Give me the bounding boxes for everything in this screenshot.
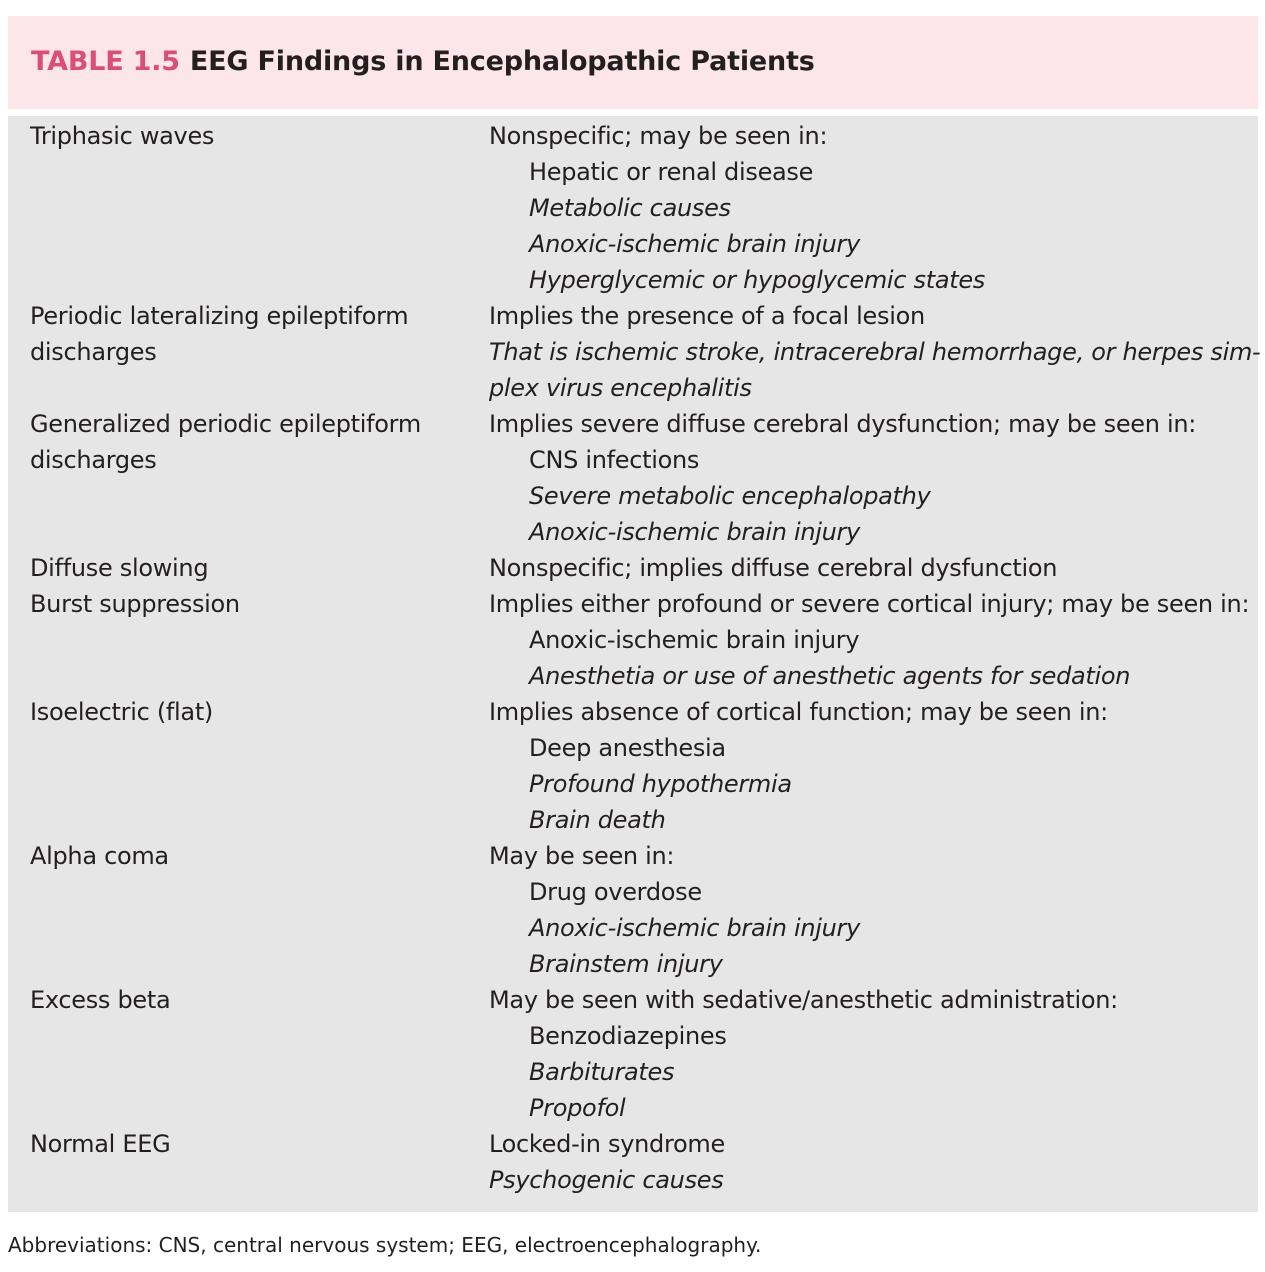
finding-cell: Periodic lateralizing epileptiform xyxy=(30,302,409,330)
cause-item: Metabolic causes xyxy=(529,194,731,222)
finding-cell: discharges xyxy=(30,338,157,366)
cause-item: Anesthetia or use of anesthetic agents for sedation xyxy=(529,662,1131,690)
finding-cell: Diffuse slowing xyxy=(30,554,209,582)
description-line: Psychogenic causes xyxy=(489,1166,724,1194)
cause-item: Deep anesthesia xyxy=(529,734,726,762)
cause-item: Anoxic-ischemic brain injury xyxy=(529,230,860,258)
finding-cell: Burst suppression xyxy=(30,590,240,618)
cause-item: Anoxic-ischemic brain injury xyxy=(529,914,860,942)
description-line: Implies severe diffuse cerebral dysfunction; may be seen in: xyxy=(489,410,1197,438)
cause-item: Brain death xyxy=(529,806,666,834)
table-title xyxy=(31,46,815,77)
cause-item: Hepatic or renal disease xyxy=(529,158,814,186)
table-body xyxy=(8,116,1261,1212)
description-line: Implies either profound or severe cortical injury; may be seen in: xyxy=(489,590,1250,618)
table-footnote: Abbreviations: CNS, central nervous system; EEG, electroencephalography. xyxy=(8,1233,762,1257)
cause-item: CNS infections xyxy=(529,446,700,474)
description-line: Implies absence of cortical function; may be seen in: xyxy=(489,698,1108,726)
description-line: Nonspecific; implies diffuse cerebral dysfunction xyxy=(489,554,1058,582)
cause-item: Hyperglycemic or hypoglycemic states xyxy=(529,266,986,294)
cause-item: Propofol xyxy=(529,1094,626,1122)
description-line: That is ischemic stroke, intracerebral hemorrhage, or herpes sim- xyxy=(489,338,1261,366)
description-line: May be seen in: xyxy=(489,842,675,870)
description-line: plex virus encephalitis xyxy=(489,374,752,402)
finding-cell: Isoelectric (flat) xyxy=(30,698,213,726)
cause-item: Brainstem injury xyxy=(529,950,723,978)
cause-item: Anoxic-ischemic brain injury xyxy=(529,626,860,654)
finding-cell: Triphasic waves xyxy=(30,122,215,150)
table-header xyxy=(8,16,1258,109)
cause-item: Profound hypothermia xyxy=(529,770,792,798)
cause-item: Severe metabolic encephalopathy xyxy=(529,482,931,510)
table-title-text: EEG Findings in Encephalopathic Patients xyxy=(189,46,815,77)
cause-item: Anoxic-ischemic brain injury xyxy=(529,518,860,546)
finding-cell: discharges xyxy=(30,446,157,474)
finding-cell: Generalized periodic epileptiform xyxy=(30,410,421,438)
table-number: TABLE 1.5 xyxy=(31,46,180,77)
finding-cell: Excess beta xyxy=(30,986,171,1014)
finding-cell: Alpha coma xyxy=(30,842,169,870)
description-line: Locked-in syndrome xyxy=(489,1130,725,1158)
description-line: Implies the presence of a focal lesion xyxy=(489,302,925,330)
description-line: May be seen with sedative/anesthetic administration: xyxy=(489,986,1118,1014)
description-line: Nonspecific; may be seen in: xyxy=(489,122,828,150)
cause-item: Drug overdose xyxy=(529,878,702,906)
cause-item: Barbiturates xyxy=(529,1058,675,1086)
finding-cell: Normal EEG xyxy=(30,1130,171,1158)
cause-item: Benzodiazepines xyxy=(529,1022,727,1050)
